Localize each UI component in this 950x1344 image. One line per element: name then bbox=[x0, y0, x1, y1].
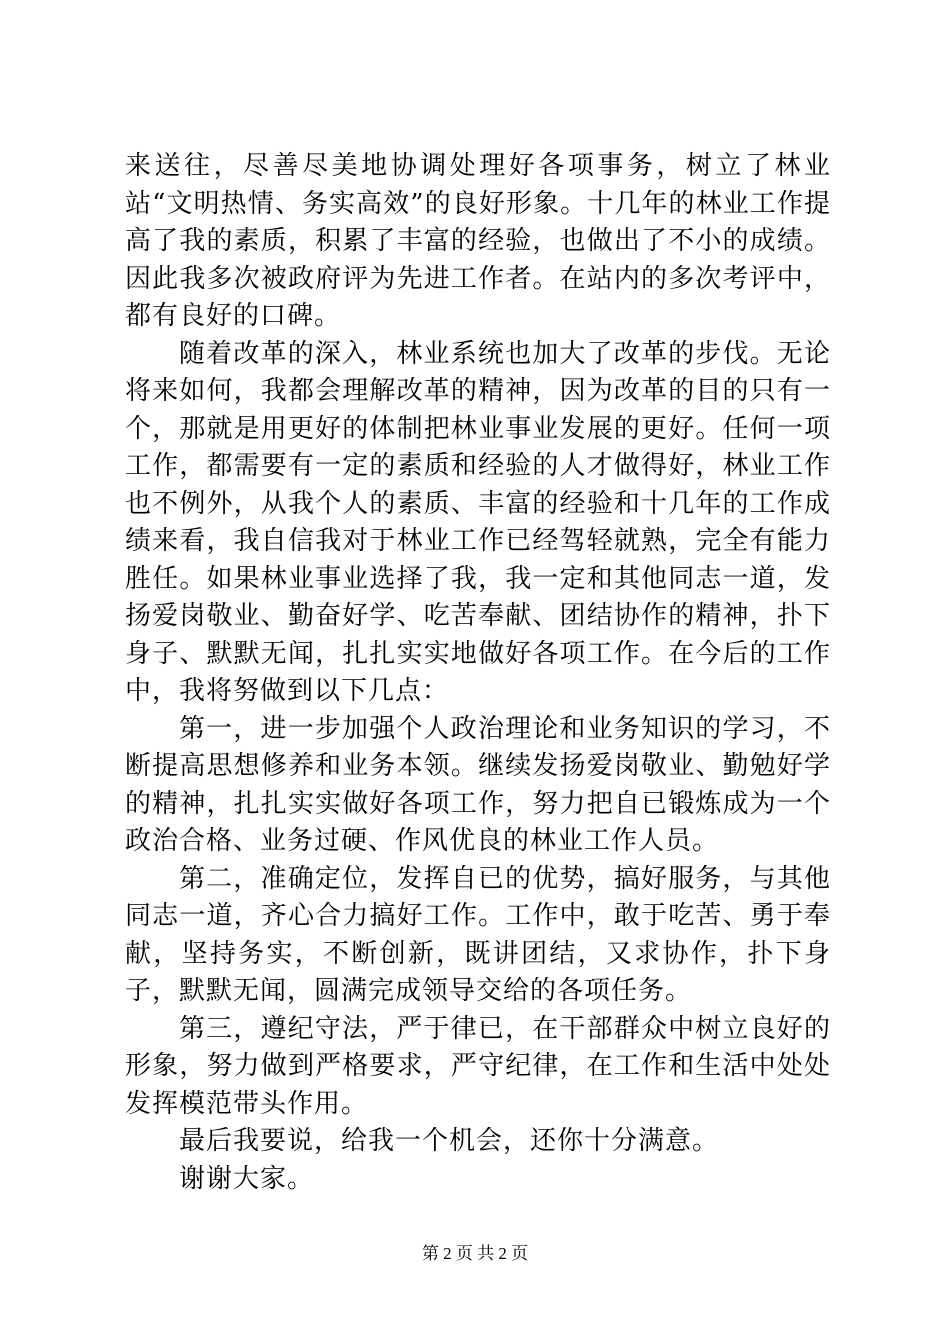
paragraph-point-one: 第一，进一步加强个人政治理论和业务知识的学习，不断提高思想修养和业务本领。继续发扬爱岗敬业、勤勉好学的精神，扎扎实实做好各项工作，努力把自已锻炼成为一个政治合格、业务过硬、作风优良的林业工作人员。 bbox=[125, 713, 831, 856]
paragraph-thanks: 谢谢大家。 bbox=[179, 1163, 315, 1194]
page-number-footer: 第 2 页 共 2 页 bbox=[421, 1244, 529, 1263]
paragraph-point-two: 第二，准确定位，发挥自已的优势，搞好服务，与其他同志一道，齐心合力搞好工作。工作中，敢于吃苦、勇于奉献，坚持务实，不断创新，既讲团结，又求协作，扑下身子，默默无闻，圆满完成领导交给的各项任务。 bbox=[125, 863, 831, 1006]
paragraph-point-three: 第三，遵纪守法，严于律已，在干部群众中树立良好的形象，努力做到严格要求，严守纪律，在工作和生活中处处发挥模范带头作用。 bbox=[125, 1013, 831, 1119]
paragraph-continuation: 来送往，尽善尽美地协调处理好各项事务，树立了林业站“文明热情、务实高效”的良好形象。十几年的林业工作提高了我的素质，积累了丰富的经验，也做出了不小的成绩。因此我多次被政府评为先进工作者。在站内的多次考评中，都有良好的口碑。 bbox=[125, 151, 831, 331]
document-body bbox=[125, 148, 831, 1198]
paragraph-closing: 最后我要说，给我一个机会，还你十分满意。 bbox=[179, 1126, 720, 1156]
paragraph-reform: 随着改革的深入，林业系统也加大了改革的步伐。无论将来如何，我都会理解改革的精神，因为改革的目的只有一个，那就是用更好的体制把林业事业发展的更好。任何一项工作，都需要有一定的素质和经验的人才做得好，林业工作也不例外，从我个人的素质、丰富的经验和十几年的工作成绩来看，我自信我对于林业工作已经驾轻就熟，完全有能力胜任。如果林业事业选择了我，我一定和其他同志一道，发扬爱岗敬业、勤奋好学、吃苦奉献、团结协作的精神，扑下身子、默默无闻，扎扎实实地做好各项工作。在今后的工作中，我将努做到以下几点： bbox=[125, 338, 831, 706]
